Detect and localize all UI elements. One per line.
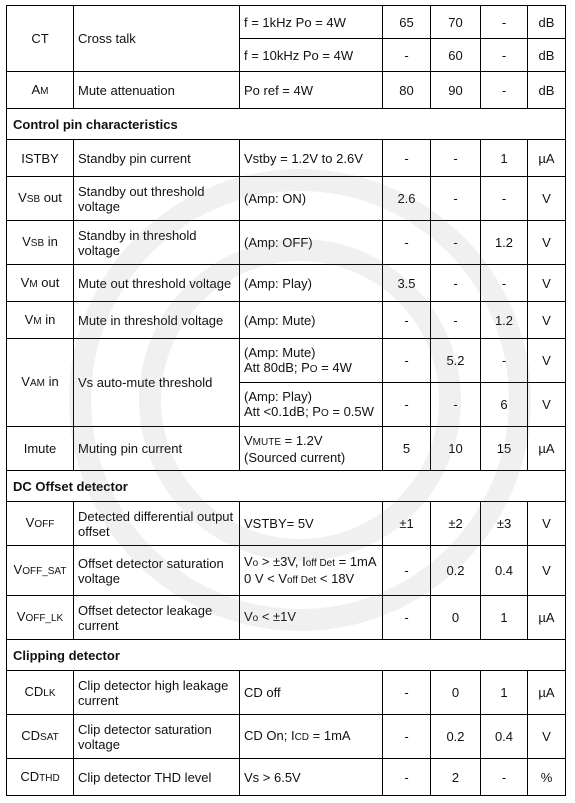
unit-cell: V [528,546,566,596]
condition-cell [240,546,383,596]
parameter-cell: Cross talk [74,6,240,72]
min-cell: ±1 [383,502,431,546]
symbol-main: CD [20,768,40,784]
condition-line [244,571,378,588]
unit-cell: µA [528,671,566,715]
parameter-cell: Standby pin current [74,140,240,177]
table-row [7,596,566,640]
typ-cell: 0 [431,671,481,715]
parameter-cell: Detected differential output offset [74,502,240,546]
min-cell: - [383,302,431,339]
symbol-cell [7,759,74,796]
symbol-main: V [24,311,34,327]
typ-cell: - [431,302,481,339]
table-row [7,72,566,109]
max-cell: ±3 [481,502,528,546]
max-cell: 6 [481,383,528,427]
typ-cell: 0 [431,596,481,640]
condition-line [244,554,378,571]
symbol-cell [7,72,74,109]
symbol-tail: in [44,374,59,389]
max-cell: - [481,265,528,302]
section-title: Clipping detector [7,640,566,671]
condition-text: V [244,432,253,448]
condition-line [244,404,378,421]
symbol-cell [7,502,74,546]
condition-text: CD On; I [244,728,295,743]
condition-sub: CD [294,732,310,743]
max-cell: 0.4 [481,546,528,596]
condition-line: (Sourced current) [244,449,346,465]
symbol-cell [7,221,74,265]
section-title: DC Offset detector [7,471,566,502]
condition-sub: MUTE [252,436,282,448]
condition-text: = 1.2V [281,432,323,448]
typ-cell: 70 [431,6,481,39]
symbol-sub: OFF_LK [25,613,64,624]
min-cell: - [383,140,431,177]
table-row [7,427,566,471]
typ-cell: 90 [431,72,481,109]
condition-sub: O [309,363,318,375]
parameter-cell: Mute out threshold voltage [74,265,240,302]
condition-cell [240,339,383,383]
condition-cell [240,427,383,471]
condition-cell: VSTBY= 5V [240,502,383,546]
condition-cell: (Amp: Mute) [240,302,383,339]
condition-sub: O [320,407,329,419]
table-row [7,177,566,221]
table-row [7,140,566,177]
symbol-cell: Imute [7,427,74,471]
symbol-main: A [31,81,41,97]
symbol-sub: AM [29,378,45,389]
condition-cell: (Amp: OFF) [240,221,383,265]
symbol-sub: SB [26,194,41,205]
symbol-main: CD [21,728,41,743]
symbol-sub: SB [30,238,45,249]
symbol-cell [7,302,74,339]
condition-sub: o [252,557,259,569]
symbol-cell [7,177,74,221]
min-cell: - [383,339,431,383]
symbol-cell: ISTBY [7,140,74,177]
min-cell: - [383,759,431,796]
table-row [7,759,566,796]
table-row [7,6,566,39]
symbol-cell [7,265,74,302]
condition-text: Att 80dB; P [244,359,310,375]
table-row [7,265,566,302]
condition-cell: f = 10kHz Po = 4W [240,39,383,72]
condition-cell [240,383,383,427]
max-cell: - [481,177,528,221]
condition-sub: o [252,613,259,624]
table-row [7,502,566,546]
min-cell: - [383,715,431,759]
condition-cell: Po ref = 4W [240,72,383,109]
unit-cell: V [528,715,566,759]
typ-cell: - [431,383,481,427]
parameter-cell: Offset detector leakage current [74,596,240,640]
max-cell: 0.4 [481,715,528,759]
typ-cell: - [431,140,481,177]
symbol-sub: THD [39,772,60,784]
condition-line: (Amp: Mute) [244,344,316,360]
unit-cell: V [528,265,566,302]
symbol-main: CD [24,684,44,699]
symbol-sub: M [33,315,42,327]
symbol-tail: in [44,234,58,249]
condition-cell [240,715,383,759]
typ-cell: 60 [431,39,481,72]
parameter-cell: Mute in threshold voltage [74,302,240,339]
condition-cell: (Amp: ON) [240,177,383,221]
parameter-cell: Standby in threshold voltage [74,221,240,265]
symbol-main: V [16,609,26,624]
symbol-main: V [13,562,23,577]
parameter-cell: Offset detector saturation voltage [74,546,240,596]
min-cell: - [383,546,431,596]
condition-text: = 1mA [335,553,377,569]
section-title: Control pin characteristics [7,109,566,140]
max-cell: - [481,759,528,796]
condition-line [244,360,378,377]
min-cell: - [383,671,431,715]
condition-text: = 4W [317,359,352,375]
symbol-cell [7,339,74,427]
min-cell: 5 [383,427,431,471]
condition-text: < 18V [316,570,355,586]
max-cell: 15 [481,427,528,471]
parameter-cell: Clip detector THD level [74,759,240,796]
parameter-cell: Standby out threshold voltage [74,177,240,221]
table-row [7,339,566,383]
unit-cell: V [528,177,566,221]
typ-cell: 2 [431,759,481,796]
symbol-cell [7,596,74,640]
min-cell: 2.6 [383,177,431,221]
section-header-row [7,471,566,502]
typ-cell: - [431,177,481,221]
typ-cell: 5.2 [431,339,481,383]
parameter-cell: Mute attenuation [74,72,240,109]
min-cell: 3.5 [383,265,431,302]
symbol-tail: out [37,274,60,290]
symbol-sub: SAT [40,732,59,743]
parameter-cell: Clip detector high leakage current [74,671,240,715]
table-row [7,221,566,265]
unit-cell: µA [528,596,566,640]
min-cell: - [383,383,431,427]
unit-cell: dB [528,6,566,39]
typ-cell: - [431,221,481,265]
max-cell: 1.2 [481,302,528,339]
max-cell: - [481,72,528,109]
symbol-sub: M [29,278,38,290]
min-cell: 80 [383,72,431,109]
condition-text: > ±3V, I [258,553,306,569]
table-row [7,671,566,715]
symbol-sub: LK [43,688,56,699]
symbol-tail: in [41,311,56,327]
max-cell: - [481,339,528,383]
symbol-main: V [25,515,35,530]
condition-line [244,433,378,450]
condition-text: 0 V < V [244,570,287,586]
min-cell: - [383,221,431,265]
condition-text: < ±1V [258,609,297,624]
symbol-sub: M [40,85,49,97]
condition-text: Att <0.1dB; P [244,403,321,419]
symbol-cell: CT [7,6,74,72]
table-row [7,715,566,759]
symbol-main: V [18,190,27,205]
condition-text: = 0.5W [328,403,374,419]
condition-line: (Amp: Play) [244,388,312,404]
unit-cell: µA [528,427,566,471]
symbol-cell [7,715,74,759]
unit-cell: V [528,221,566,265]
parameter-cell: Vs auto-mute threshold [74,339,240,427]
symbol-cell [7,546,74,596]
min-cell: 65 [383,6,431,39]
condition-cell: Vs > 6.5V [240,759,383,796]
min-cell: - [383,596,431,640]
typ-cell: 10 [431,427,481,471]
typ-cell: 0.2 [431,546,481,596]
unit-cell: V [528,339,566,383]
condition-sub: off Det [305,557,336,569]
unit-cell: dB [528,72,566,109]
unit-cell: V [528,302,566,339]
symbol-main: V [20,274,30,290]
symbol-sub: OFF_SAT [22,566,67,577]
max-cell: 1.2 [481,221,528,265]
unit-cell: % [528,759,566,796]
condition-text: V [244,553,253,569]
typ-cell: 0.2 [431,715,481,759]
max-cell: 1 [481,671,528,715]
unit-cell: V [528,502,566,546]
min-cell: - [383,39,431,72]
parameter-cell: Clip detector saturation voltage [74,715,240,759]
condition-cell: f = 1kHz Po = 4W [240,6,383,39]
symbol-tail: out [40,190,62,205]
symbol-main: V [22,234,31,249]
condition-sub: off Det [287,574,317,586]
condition-cell [240,596,383,640]
section-header-row [7,109,566,140]
condition-cell: Vstby = 1.2V to 2.6V [240,140,383,177]
max-cell: 1 [481,140,528,177]
condition-cell: (Amp: Play) [240,265,383,302]
symbol-sub: OFF [34,519,55,530]
max-cell: - [481,6,528,39]
max-cell: 1 [481,596,528,640]
electrical-characteristics-table [6,5,566,796]
parameter-cell: Muting pin current [74,427,240,471]
section-header-row [7,640,566,671]
unit-cell: dB [528,39,566,72]
condition-text: = 1mA [309,728,351,743]
symbol-main: V [21,374,30,389]
typ-cell: ±2 [431,502,481,546]
condition-cell: CD off [240,671,383,715]
typ-cell: - [431,265,481,302]
table-row [7,546,566,596]
max-cell: - [481,39,528,72]
unit-cell: µA [528,140,566,177]
unit-cell: V [528,383,566,427]
table-row [7,302,566,339]
condition-text: V [244,609,253,624]
symbol-cell [7,671,74,715]
